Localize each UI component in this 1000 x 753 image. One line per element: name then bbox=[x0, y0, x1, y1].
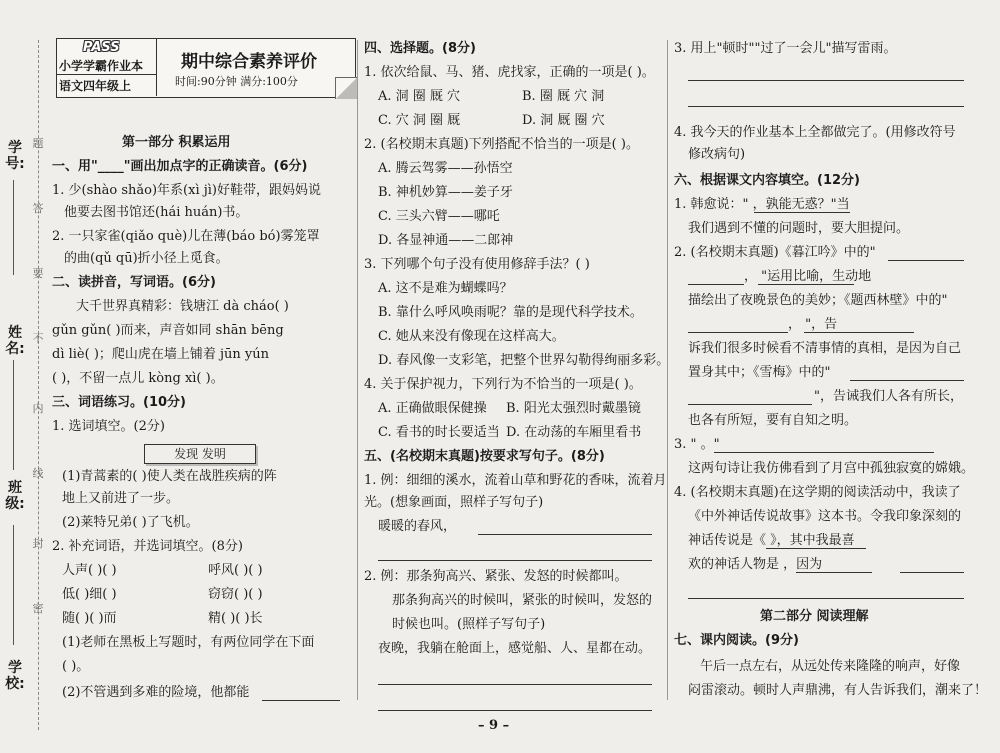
s6-q4-line4: 欢的神话人物是 ，因为 bbox=[688, 557, 823, 572]
s1-q2-line2: 的曲(qǔ qū)折小径上觅食。 bbox=[64, 251, 229, 266]
answer-blank[interactable] bbox=[758, 284, 854, 285]
s2-line1: 大千世界真精彩：钱塘江 dà cháo( ) bbox=[76, 299, 289, 314]
school-label: 学校: bbox=[5, 660, 25, 692]
s6-q2-line6: 置身其中；《雪梅》中的" bbox=[688, 365, 831, 380]
s3-p1-line2: ( )。 bbox=[62, 659, 90, 674]
seal-char: 题 bbox=[32, 137, 44, 150]
part2-title: 第二部分 阅读理解 bbox=[760, 609, 869, 624]
answer-blank[interactable] bbox=[754, 212, 850, 213]
answer-blank[interactable] bbox=[850, 380, 964, 381]
s3-q1-1-line2: 地上又前进了一步。 bbox=[62, 491, 180, 506]
pass-logo: PASS bbox=[83, 40, 120, 55]
section1-title: 一、用"____"画出加点字的正确读音。(6分) bbox=[52, 159, 308, 174]
s4-q3-option-d[interactable]: D. 春风像一支彩笔，把整个世界勾勒得绚丽多彩。 bbox=[378, 353, 670, 368]
book-name: 小学学霸作业本 bbox=[59, 59, 144, 73]
s4-q3: 3. 下列哪个句子没有使用修辞手法？( ) bbox=[364, 257, 590, 272]
s4-q3-option-b[interactable]: B. 靠什么呼风唤雨呢？靠的是现代科学技术。 bbox=[378, 305, 643, 320]
s1-q1-line1: 1. 少(shào shǎo)年系(xì jì)好鞋带，跟妈妈说 bbox=[52, 183, 322, 198]
s2-line4: ( )，不留一点儿 kòng xì( )。 bbox=[52, 371, 224, 386]
answer-blank[interactable] bbox=[888, 260, 964, 261]
answer-blank[interactable] bbox=[804, 332, 914, 333]
s4-q3-option-a[interactable]: A. 这不是难为蝴蝶吗？ bbox=[378, 281, 513, 296]
s6-q4-line2: 《中外神话传说故事》这本书。令我印象深刻的 bbox=[688, 509, 962, 524]
s6-q2-line8: 也各有所短，要有自知之明。 bbox=[688, 413, 858, 428]
section3-title: 三、词语练习。(10分) bbox=[52, 395, 186, 410]
s5-q1-line1: 1. 例：细细的溪水，流着山草和野花的香味，流着月 bbox=[364, 473, 667, 488]
s4-q1: 1. 依次给鼠、马、猪、虎找家，正确的一项是( )。 bbox=[364, 65, 655, 80]
answer-blank[interactable] bbox=[688, 332, 788, 333]
seal-char: 线 bbox=[32, 467, 44, 480]
name-label: 姓名: bbox=[5, 325, 25, 357]
answer-blank[interactable] bbox=[688, 106, 964, 107]
seal-char: 封 bbox=[32, 537, 44, 550]
s5-q2-prompt: 夜晚，我躺在舱面上，感觉船、人、星都在动。 bbox=[378, 641, 652, 656]
section2-title: 二、读拼音，写词语。(6分) bbox=[52, 275, 216, 290]
s4-q2-option-b[interactable]: B. 神机妙算——姜子牙 bbox=[378, 185, 513, 200]
s4-q4-option-c[interactable]: C. 看书的时长要适当 bbox=[378, 425, 500, 440]
s4-q1-option-b[interactable]: B. 圈 厩 穴 洞 bbox=[522, 89, 605, 104]
binding-margin bbox=[0, 0, 50, 753]
s4-q4-option-d[interactable]: D. 在动荡的车厢里看书 bbox=[506, 425, 642, 440]
s2-line2: gǔn gǔn( )而来，声音如同 shān bēng bbox=[52, 323, 284, 338]
s6-q1-line2: 我们遇到不懂的问题时，要大胆提问。 bbox=[688, 221, 910, 236]
s6-q2-line3: 描绘出了夜晚景色的美妙；《题西林壁》中的" bbox=[688, 293, 948, 308]
answer-blank[interactable] bbox=[688, 404, 812, 405]
answer-blank[interactable] bbox=[688, 598, 964, 599]
seal-char: 要 bbox=[32, 267, 44, 280]
s4-q2-option-c[interactable]: C. 三头六臂——哪吒 bbox=[378, 209, 500, 224]
section7-title: 七、课内阅读。(9分) bbox=[674, 633, 799, 648]
idiom-fill-5: 随( )( )而 bbox=[62, 611, 117, 626]
idiom-fill-6: 精( )( )长 bbox=[208, 611, 263, 626]
s6-q3-line1: 3. " 。" bbox=[674, 437, 720, 452]
s3-p1-line1: (1)老师在黑板上写题时，有两位同学在下面 bbox=[62, 635, 315, 650]
answer-blank[interactable] bbox=[766, 548, 866, 549]
s5-q1-prompt: 暖暖的春风， bbox=[378, 519, 457, 534]
s4-q4-option-b[interactable]: B. 阳光太强烈时戴墨镜 bbox=[506, 401, 641, 416]
idiom-fill-4: 窃窃( )( ) bbox=[208, 587, 263, 602]
name-line bbox=[13, 360, 14, 470]
exam-header bbox=[56, 38, 356, 98]
s4-q2-option-a[interactable]: A. 腾云驾雾——孙悟空 bbox=[378, 161, 513, 176]
s6-q4-line1: 4. (名校期末真题)在这学期的阅读活动中，我读了 bbox=[674, 485, 961, 500]
s6-q4-line3: 神话传说是《 》，其中我最喜 bbox=[688, 533, 855, 548]
section4-title: 四、选择题。(8分) bbox=[364, 41, 476, 56]
class-line bbox=[13, 525, 14, 645]
book-grade: 语文四年级上 bbox=[59, 79, 132, 93]
answer-blank[interactable] bbox=[714, 452, 934, 453]
reading-passage-line2: 闷雷滚动。顿时人声鼎沸，有人告诉我们，潮来了！ bbox=[688, 683, 988, 698]
exam-meta: 时间:90分钟 满分:100分 bbox=[175, 75, 298, 88]
book-badge bbox=[57, 39, 157, 96]
s4-q1-option-d[interactable]: D. 洞 厩 圈 穴 bbox=[522, 113, 605, 128]
page-number: – 9 – bbox=[478, 718, 510, 733]
s3-q1: 1. 选词填空。(2分) bbox=[52, 419, 165, 434]
idiom-fill-3: 低( )细( ) bbox=[62, 587, 117, 602]
answer-blank[interactable] bbox=[478, 534, 652, 535]
answer-blank[interactable] bbox=[378, 684, 652, 685]
seal-char: 内 bbox=[32, 402, 44, 415]
s4-q3-option-c[interactable]: C. 她从来没有像现在这样高大。 bbox=[378, 329, 565, 344]
reading-passage-line1: 午后一点左右，从远处传来隆隆的响声，好像 bbox=[700, 659, 961, 674]
s3-p2: (2)不管遇到多难的险境，他都能 bbox=[62, 685, 250, 700]
answer-blank[interactable] bbox=[796, 572, 872, 573]
s6-q2-line7: "，告诫我们人各有所长， bbox=[814, 389, 963, 404]
seal-char: 答 bbox=[32, 202, 44, 215]
section5-title: 五、(名校期末真题)按要求写句子。(8分) bbox=[364, 449, 605, 464]
answer-blank[interactable] bbox=[688, 80, 964, 81]
seal-char: 不 bbox=[32, 332, 44, 345]
s5-q4-line2: 修改病句) bbox=[688, 147, 746, 162]
s3-q2: 2. 补充词语，并选词填空。(8分) bbox=[52, 539, 243, 554]
answer-blank[interactable] bbox=[688, 284, 744, 285]
s4-q2-option-d[interactable]: D. 各显神通——二郎神 bbox=[378, 233, 514, 248]
s6-q2-line1: 2. (名校期末真题)《暮江吟》中的" bbox=[674, 245, 876, 260]
column-divider bbox=[357, 40, 358, 700]
s3-q1-2: (2)莱特兄弟( )了飞机。 bbox=[62, 515, 199, 530]
s6-q2-line5: 诉我们很多时候看不清事情的真相，是因为自己 bbox=[688, 341, 962, 356]
s5-q3: 3. 用上"顿时""过了一会儿"描写雷雨。 bbox=[674, 41, 897, 56]
s3-q1-1-line1: (1)青蒿素的( )使人类在战胜疾病的阵 bbox=[62, 469, 277, 484]
s1-q1-line2: 他要去图书馆还(hái huán)书。 bbox=[64, 205, 249, 220]
section6-title: 六、根据课文内容填空。(12分) bbox=[674, 173, 860, 188]
part1-title: 第一部分 积累运用 bbox=[122, 135, 231, 150]
s4-q1-option-c[interactable]: C. 穴 洞 圈 厩 bbox=[378, 113, 461, 128]
s5-q2-line1: 2. 例：那条狗高兴、紧张、发怒的时候都叫。 bbox=[364, 569, 628, 584]
idiom-fill-2: 呼风( )( ) bbox=[208, 563, 263, 578]
answer-blank[interactable] bbox=[900, 572, 964, 573]
student-number-label: 学号: bbox=[5, 140, 25, 172]
page-curl-decoration bbox=[335, 77, 357, 99]
s5-q1-line2: 光。(想象画面，照样子写句子) bbox=[364, 495, 544, 510]
s4-q2: 2. (名校期末真题)下列搭配不恰当的一项是( )。 bbox=[364, 137, 639, 152]
s5-q2-line3: 时候也叫。(照样子写句子) bbox=[392, 617, 546, 632]
seal-char: 密 bbox=[32, 602, 44, 615]
s6-q2-line2: ， "运用比喻，生动地 bbox=[744, 269, 872, 284]
s4-q4-option-a[interactable]: A. 正确做眼保健操 bbox=[378, 401, 487, 416]
s6-q2-line4: ， "，告 bbox=[788, 317, 838, 332]
student-number-line bbox=[13, 180, 14, 275]
s2-line3: dì liè( )；爬山虎在墙上铺着 jūn yún bbox=[52, 347, 270, 362]
column-divider bbox=[667, 40, 668, 700]
s5-q4-line1: 4. 我今天的作业基本上全都做完了。(用修改符号 bbox=[674, 125, 956, 140]
exam-title: 期中综合素养评价 bbox=[181, 52, 317, 72]
idiom-fill-1: 人声( )( ) bbox=[62, 563, 117, 578]
s4-q4: 4. 关于保护视力，下列行为不恰当的一项是( )。 bbox=[364, 377, 642, 392]
badge-divider bbox=[57, 74, 157, 75]
class-label: 班级: bbox=[5, 480, 25, 512]
answer-blank[interactable] bbox=[262, 700, 340, 701]
s6-q3-line2: 这两句诗让我仿佛看到了月宫中孤独寂寞的嫦娥。 bbox=[688, 461, 975, 476]
s5-q2-line2: 那条狗高兴的时候叫，紧张的时候叫，发怒的 bbox=[392, 593, 653, 608]
s4-q1-option-a[interactable]: A. 洞 圈 厩 穴 bbox=[378, 89, 461, 104]
answer-blank[interactable] bbox=[378, 710, 652, 711]
s6-q1-line1: 1. 韩愈说：" ，孰能无惑？"当 bbox=[674, 197, 850, 212]
s1-q2-line1: 2. 一只家雀(qiǎo què)儿在薄(báo bó)雾笼罩 bbox=[52, 229, 320, 244]
answer-blank[interactable] bbox=[378, 560, 652, 561]
word-choice-box: 发现 发明 bbox=[144, 444, 256, 464]
